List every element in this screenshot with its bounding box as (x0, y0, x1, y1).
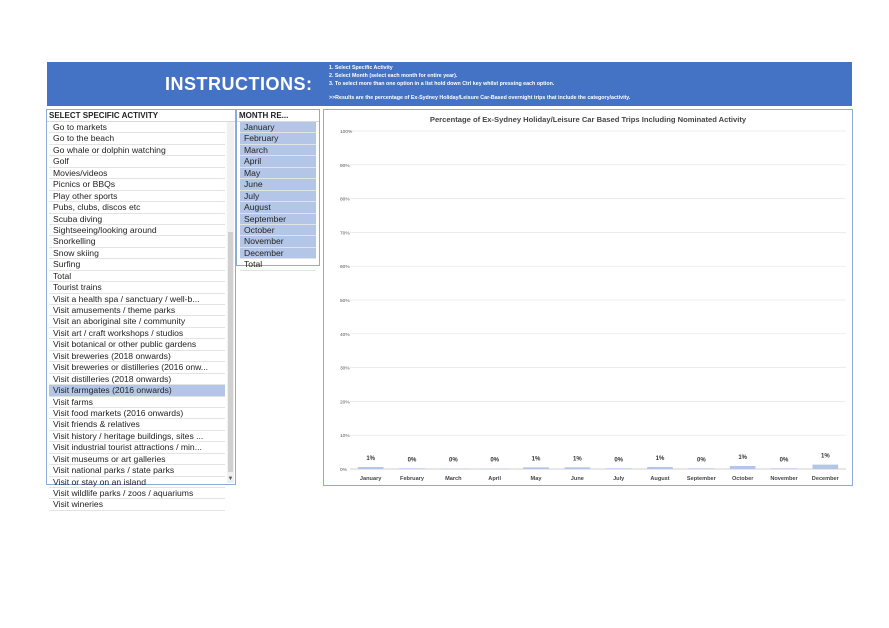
month-slicer (236, 109, 320, 270)
y-tick-label: 60% (340, 265, 350, 271)
y-tick-label: 30% (340, 366, 350, 372)
activity-item[interactable]: Visit friends & relatives (49, 419, 225, 430)
activity-item[interactable]: Pubs, clubs, discos etc (49, 202, 225, 213)
x-tick-label: March (445, 476, 462, 482)
bar (813, 465, 839, 469)
month-item[interactable]: November (240, 236, 316, 247)
x-tick-label: May (530, 476, 542, 482)
activity-item[interactable]: Go to markets (49, 122, 225, 133)
activity-slicer (46, 109, 236, 510)
activity-item[interactable]: Scuba diving (49, 214, 225, 225)
activity-item[interactable]: Tourist trains (49, 282, 225, 293)
x-tick-label: September (686, 476, 716, 482)
bar (771, 468, 797, 469)
data-label: 0% (448, 457, 458, 464)
activity-item[interactable]: Visit museums or art galleries (49, 454, 225, 465)
activity-item[interactable]: Visit wineries (49, 499, 225, 510)
bar (523, 467, 549, 469)
data-label: 1% (738, 454, 748, 461)
activity-item[interactable]: Visit or stay on an island (49, 477, 225, 488)
bar (358, 467, 384, 469)
activity-item[interactable]: Golf (49, 156, 225, 167)
instruction-line-3: 3. To select more than one option in a list hold down Ctrl key whilst pressing each option. (329, 81, 555, 87)
activity-scroll-thumb[interactable] (228, 232, 233, 472)
activity-item[interactable]: Surfing (49, 259, 225, 270)
bar (689, 468, 715, 469)
y-tick-label: 20% (340, 400, 350, 406)
instructions-title: INSTRUCTIONS: (165, 74, 313, 94)
data-label: 1% (572, 456, 582, 463)
y-tick-label: 40% (340, 332, 350, 338)
activity-list (49, 122, 225, 511)
month-item[interactable]: September (240, 214, 316, 225)
instruction-line-2: 2. Select Month (select each month for entire year). (329, 73, 458, 79)
data-label: 0% (407, 457, 417, 464)
y-tick-label: 70% (340, 231, 350, 237)
x-tick-label: December (811, 476, 839, 482)
y-tick-label: 50% (340, 299, 350, 304)
x-tick-label: June (570, 476, 584, 482)
bar (482, 469, 508, 470)
chart-title: Percentage of Ex-Sydney Holiday/Leisure Car Based Trips Including Nominated Activity (429, 115, 747, 124)
activity-item[interactable]: Picnics or BBQs (49, 179, 225, 190)
data-label: 1% (366, 455, 376, 462)
month-item[interactable]: July (240, 191, 316, 202)
month-item[interactable]: August (240, 202, 316, 213)
month-item[interactable]: January (240, 122, 316, 133)
activity-item[interactable]: Visit industrial tourist attractions / min... (49, 442, 225, 453)
x-tick-label: April (488, 476, 502, 482)
data-label: 1% (820, 453, 830, 460)
data-label: 1% (655, 455, 665, 462)
month-item[interactable]: December (240, 248, 316, 259)
data-label: 0% (779, 457, 789, 464)
bar (647, 467, 673, 469)
x-tick-label: August (650, 476, 670, 482)
month-item[interactable]: Total (240, 259, 316, 270)
activity-item[interactable]: Visit a health spa / sanctuary / well-b... (49, 294, 225, 305)
activity-item[interactable]: Go to the beach (49, 133, 225, 144)
activity-item[interactable]: Visit botanical or other public gardens (49, 339, 225, 350)
month-item[interactable]: February (240, 133, 316, 144)
bar-chart (324, 110, 852, 485)
data-label: 0% (696, 457, 706, 464)
activity-item[interactable]: Visit breweries or distilleries (2016 onw... (49, 362, 225, 373)
bar (399, 468, 425, 469)
y-tick-label: 0% (340, 468, 347, 473)
x-tick-label: July (613, 476, 625, 482)
chart-panel (323, 109, 853, 486)
activity-item[interactable]: Visit wildlife parks / zoos / aquariums (49, 488, 225, 499)
activity-item[interactable]: Movies/videos (49, 168, 225, 179)
activity-item[interactable]: Visit an aboriginal site / community (49, 316, 225, 327)
month-item[interactable]: April (240, 156, 316, 167)
month-item[interactable]: March (240, 145, 316, 156)
activity-item[interactable]: Play other sports (49, 191, 225, 202)
activity-item[interactable]: Visit history / heritage buildings, sites ... (49, 431, 225, 442)
bar (730, 466, 756, 469)
activity-item[interactable]: Total (49, 271, 225, 282)
month-list (240, 122, 316, 271)
chevron-down-icon[interactable]: ▼ (227, 476, 234, 482)
month-item[interactable]: May (240, 168, 316, 179)
data-label: 0% (490, 457, 500, 464)
activity-item[interactable]: Go whale or dolphin watching (49, 145, 225, 156)
activity-item[interactable]: Visit food markets (2016 onwards) (49, 408, 225, 419)
x-tick-label: January (359, 476, 382, 482)
activity-item[interactable]: Visit farms (49, 397, 225, 408)
x-tick-label: February (400, 476, 424, 482)
activity-item[interactable]: Visit breweries (2018 onwards) (49, 351, 225, 362)
activity-item[interactable]: Visit amusements / theme parks (49, 305, 225, 316)
activity-item[interactable]: Visit art / craft workshops / studios (49, 328, 225, 339)
x-tick-label: November (770, 476, 798, 482)
bar (565, 467, 591, 469)
month-item[interactable]: June (240, 179, 316, 190)
instructions-banner (47, 62, 852, 106)
activity-item[interactable]: Visit distilleries (2018 onwards) (49, 374, 225, 385)
month-item[interactable]: October (240, 225, 316, 236)
instruction-line-4: >>Results are the percentage of Ex-Sydney Holiday/Leisure Car-Based overnight trips that include the category/activity. (329, 95, 631, 101)
activity-item[interactable]: Snorkelling (49, 236, 225, 247)
instruction-line-1: 1. Select Specific Activity (329, 65, 393, 71)
activity-item[interactable]: Visit farmgates (2016 onwards) (49, 385, 225, 396)
activity-item[interactable]: Snow skiing (49, 248, 225, 259)
month-slicer-header: MONTH RE... (237, 110, 319, 122)
data-label: 1% (531, 456, 541, 463)
y-tick-label: 100% (340, 130, 353, 135)
activity-item[interactable]: Visit national parks / state parks (49, 465, 225, 476)
activity-slicer-header: SELECT SPECIFIC ACTIVITY (47, 110, 235, 122)
instructions-text (329, 64, 849, 102)
bar (606, 468, 632, 469)
y-tick-label: 80% (340, 197, 350, 203)
activity-scrollbar[interactable] (227, 122, 234, 483)
activity-item[interactable]: Sightseeing/looking around (49, 225, 225, 236)
bar (441, 469, 467, 470)
x-tick-label: October (731, 476, 754, 482)
data-label: 0% (614, 457, 624, 464)
y-tick-label: 90% (340, 163, 350, 169)
y-tick-label: 10% (340, 434, 350, 440)
